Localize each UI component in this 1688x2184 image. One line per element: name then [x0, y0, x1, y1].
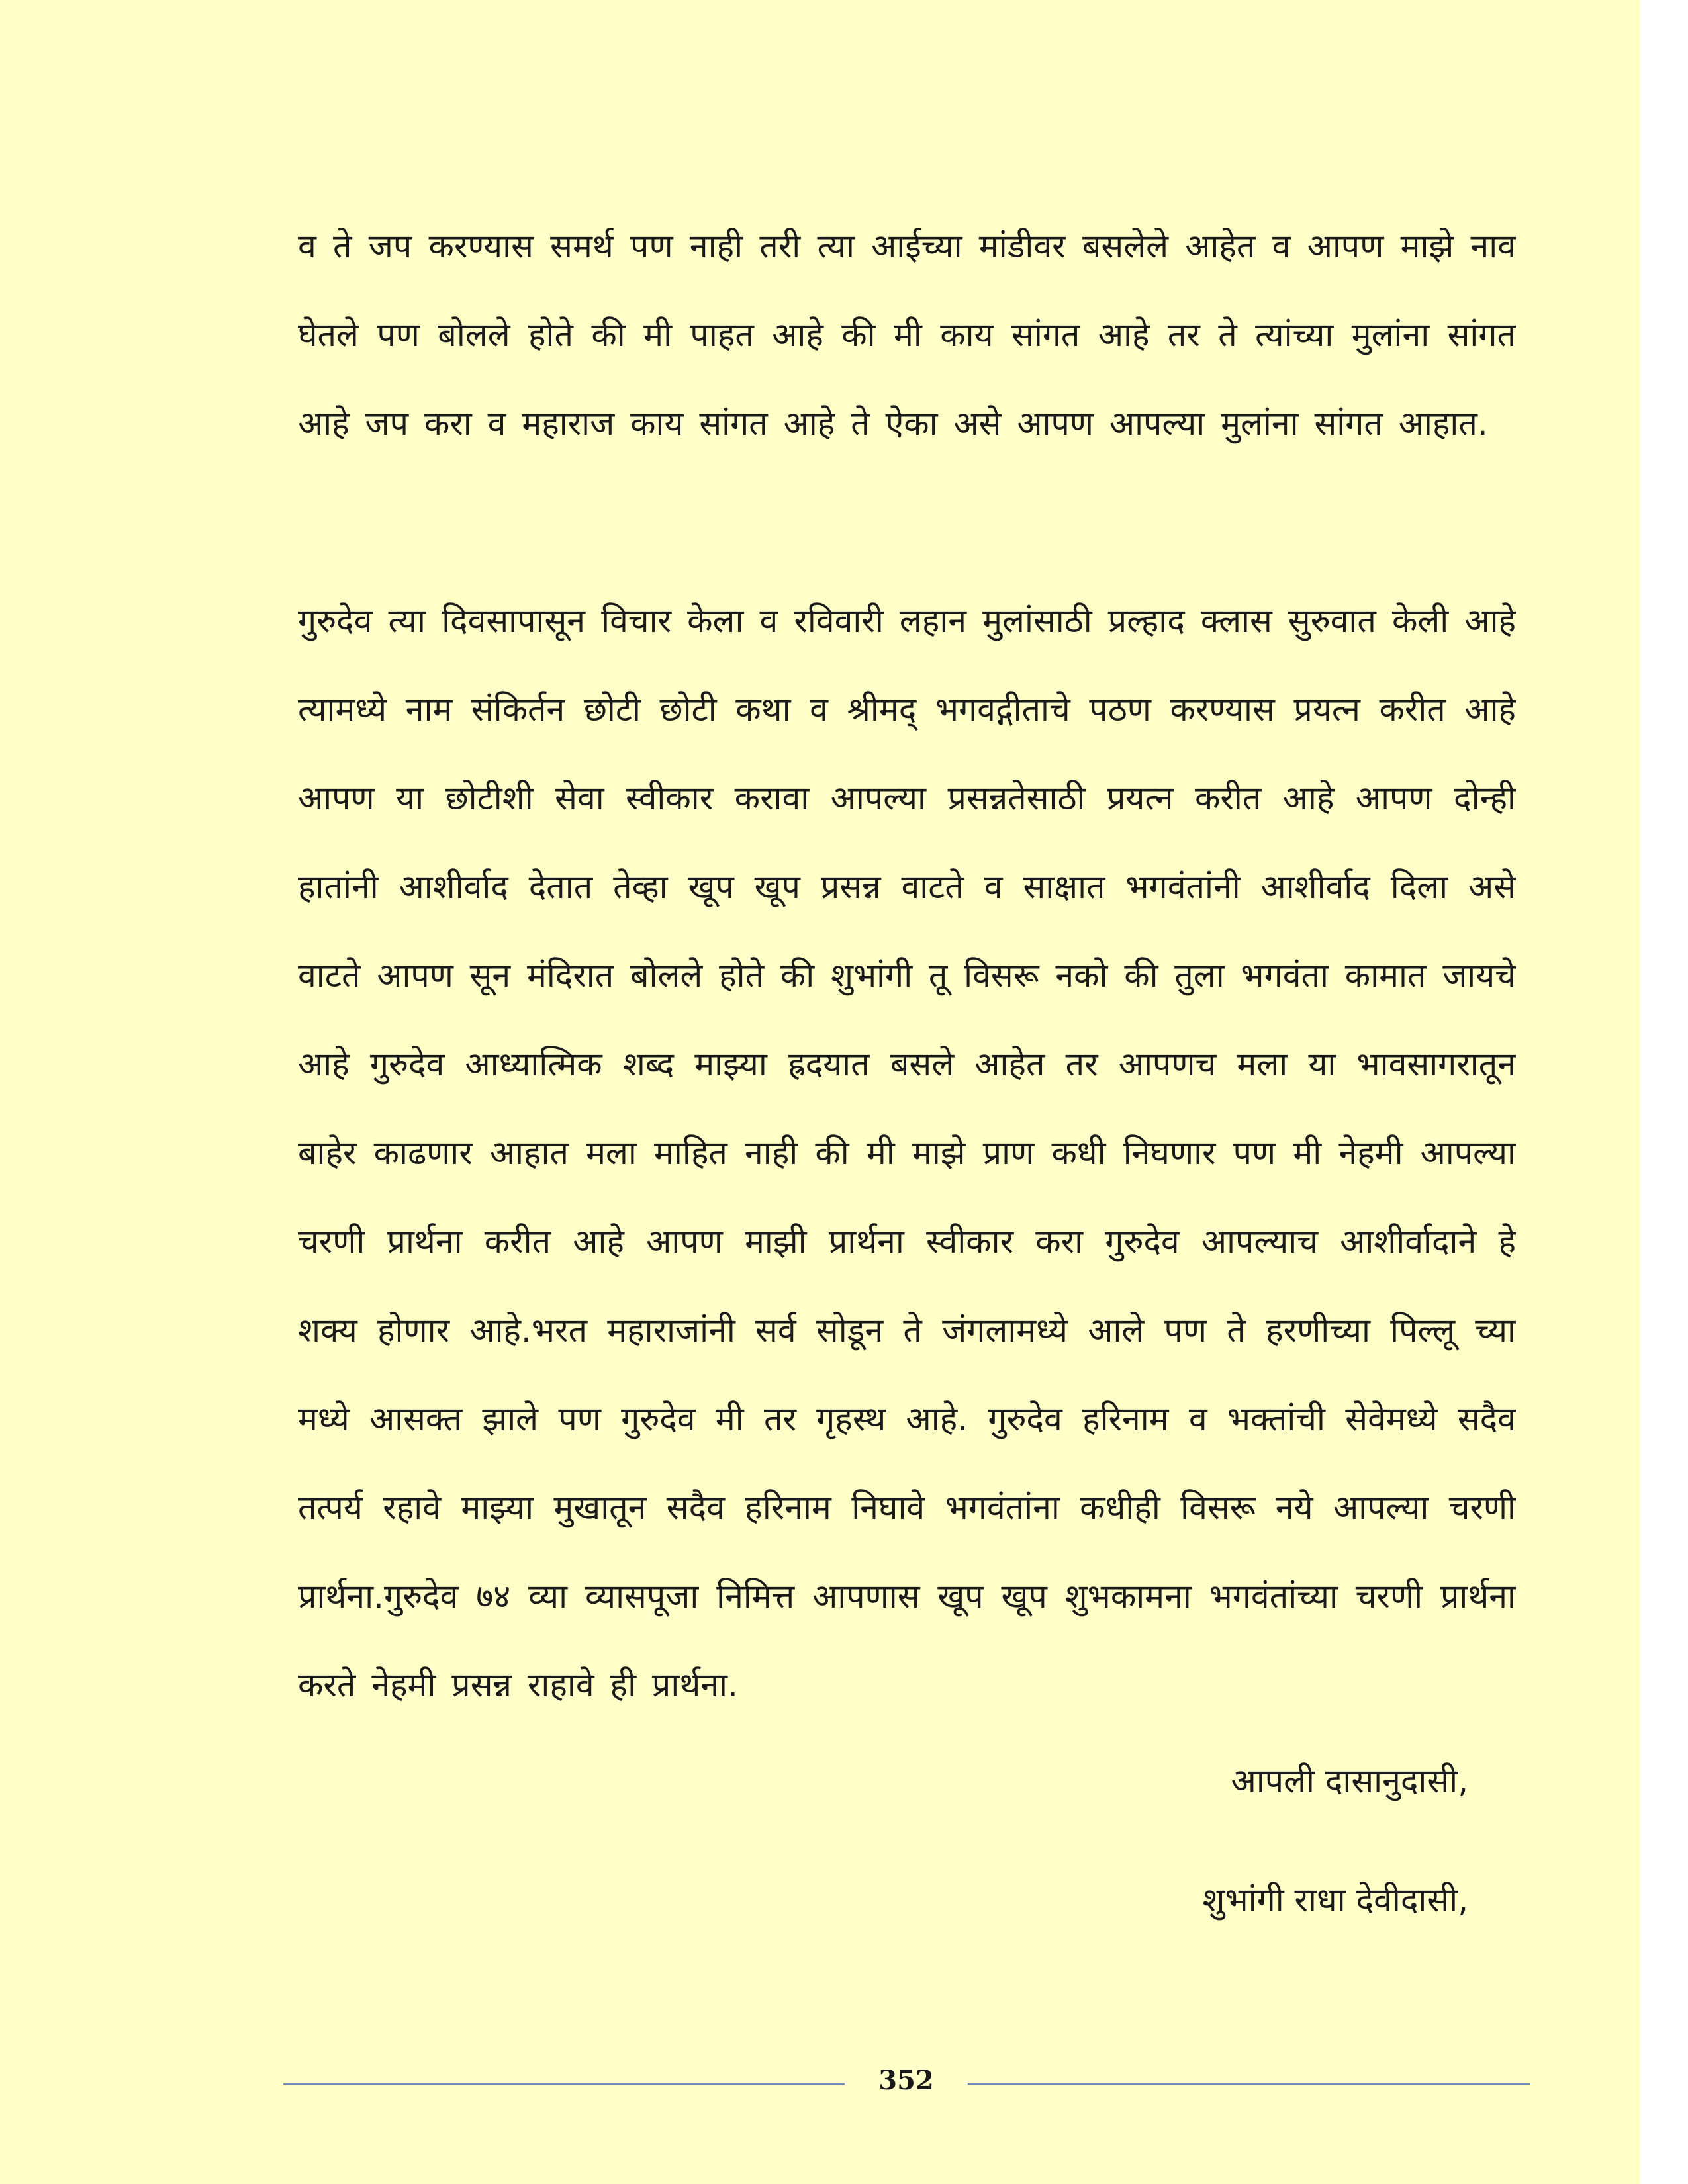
page-number: 352 [878, 2065, 934, 2096]
letter-body [298, 202, 1516, 1727]
signature-name: शुभांगी राधा देवीदासी, [1202, 1881, 1468, 1919]
footer-rule-left [283, 2083, 845, 2085]
paragraph-2: गुरुदेव त्या दिवसापासून विचार केला व रविवारी लहान मुलांसाठी प्रल्हाद क्लास सुरुवात केली आहे त्यामध्ये नाम संकिर्तन छोटी छोटी कथा व श्रीमद् भगवद्गीताचे पठण करण्यास प्रयत्न करीत आहे आपण या छोटीशी सेवा स्वीकार करावा आपल्या प्रसन्नतेसाठी प्रयत्न करीत आहे आपण दोन्ही हातांनी आशीर्वाद देतात तेव्हा खूप खूप प्रसन्न वाटते व साक्षात भगवंतांनी आशीर्वाद दिला असे वाटते आपण सून मंदिरात बोलले होते की शुभांगी तू विसरू नको की तुला भगवंता कामात जायचे आहे गुरुदेव आध्यात्मिक शब्द माझ्या ह्रदयात बसले आहेत तर आपणच मला या भावसागरातून बाहेर काढणार आहात मला माहित नाही की मी माझे प्राण कधी निघणार पण मी नेहमी आपल्या चरणी प्रार्थना करीत आहे आपण माझी प्रार्थना स्वीकार करा गुरुदेव आपल्याच आशीर्वादाने हे शक्य होणार आहे.भरत महाराजांनी सर्व सोडून ते जंगलामध्ये आले पण ते हरणीच्या पिल्लू च्या मध्ये आसक्त झाले पण गुरुदेव मी तर गृहस्थ आहे. गुरुदेव हरिनाम व भक्तांची सेवेमध्ये सदैव तत्पर्य रहावे माझ्या मुखातून सदैव हरिनाम निघावे भगवंतांना कधीही विसरू नये आपल्या चरणी प्रार्थना.गुरुदेव ७४ व्या व्यासपूजा निमित्त आपणास खूप खूप शुभकामना भगवंतांच्या चरणी प्रार्थना करते नेहमी प्रसन्न राहावे ही प्रार्थना. [298, 602, 1516, 1704]
closing-salutation: आपली दासानुदासी, [1231, 1762, 1468, 1800]
paragraph-1: व ते जप करण्यास समर्थ पण नाही तरी त्या आईच्या मांडीवर बसलेले आहेत व आपण माझे नाव घेतले पण बोलले होते की मी पाहत आहे की मी काय सांगत आहे तर ते त्यांच्या मुलांना सांगत आहे जप करा व महाराज काय सांगत आहे ते ऐका असे आपण आपल्या मुलांना सांगत आहात. [298, 227, 1516, 443]
footer-rule-right [968, 2083, 1530, 2085]
page-margin [1640, 0, 1688, 2184]
